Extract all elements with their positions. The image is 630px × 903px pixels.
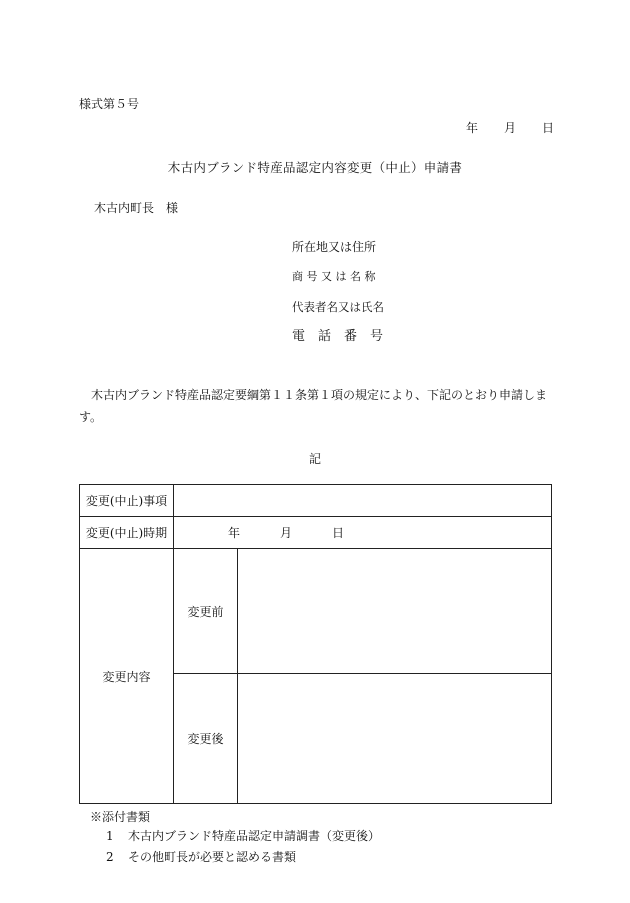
- date-line: [466, 119, 554, 136]
- after-input[interactable]: [238, 674, 552, 804]
- address-label: 所在地又は住所: [292, 240, 377, 254]
- body-text: 木古内ブランド特産品認定要綱第１１条第１項の規定により、下記のとおり申請します。: [79, 388, 548, 424]
- addressee: 木古内町長 様: [94, 201, 179, 215]
- period-month: 月: [280, 526, 293, 540]
- ki-heading: 記: [308, 452, 321, 466]
- applicant-fields: [292, 240, 422, 360]
- after-label: 変更後: [174, 674, 238, 804]
- period-day: 日: [332, 526, 345, 540]
- attachment-item: 1 木古内ブランド特産品認定申請調書（変更後）: [106, 829, 381, 843]
- change-item-label: 変更(中止)事項: [80, 485, 174, 517]
- date-year: 年: [466, 121, 479, 135]
- form-number: 様式第５号: [79, 97, 140, 111]
- representative-label: 代表者名又は氏名: [292, 300, 384, 314]
- attachment-item: 2 その他町長が必要と認める書類: [106, 850, 297, 864]
- body-paragraph: [79, 384, 551, 428]
- period-year: 年: [228, 526, 241, 540]
- document-title: 木古内ブランド特産品認定内容変更（中止）申請書: [167, 160, 463, 175]
- change-item-input[interactable]: [174, 485, 552, 517]
- change-details-table: [79, 484, 552, 804]
- before-input[interactable]: [238, 549, 552, 674]
- change-period-label: 変更(中止)時期: [80, 517, 174, 549]
- change-period-input[interactable]: [174, 517, 552, 549]
- trade-name-label: 商号又は名称: [292, 270, 379, 283]
- before-label: 変更前: [174, 549, 238, 674]
- date-day: 日: [542, 121, 555, 135]
- change-content-label: 変更内容: [80, 549, 174, 804]
- date-month: 月: [504, 121, 517, 135]
- attachments-heading: ※添付書類: [90, 810, 151, 824]
- phone-label: 電 話 番 号: [292, 329, 384, 344]
